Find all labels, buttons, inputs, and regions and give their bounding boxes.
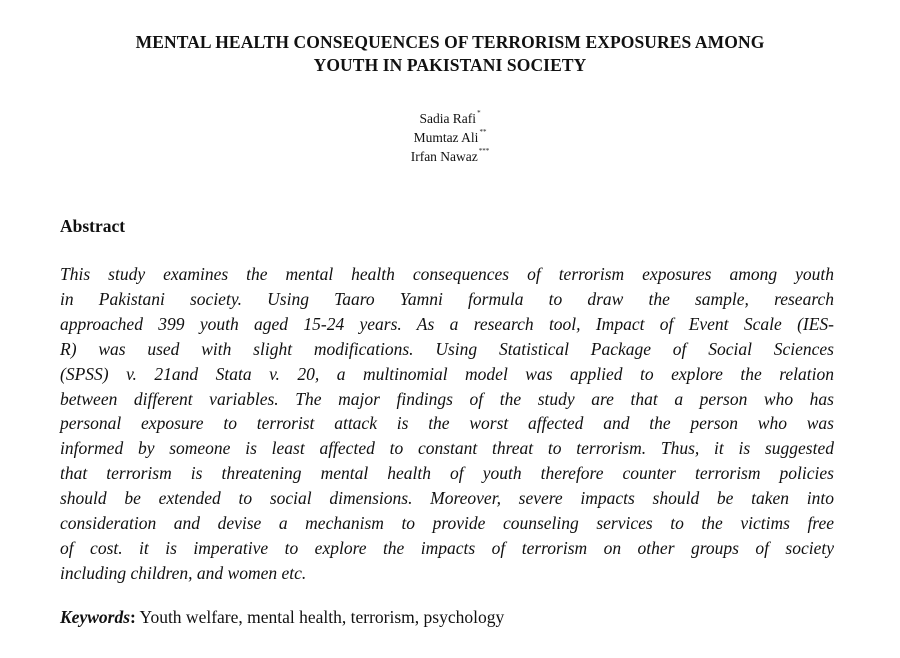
- author-3-name: Irfan Nawaz: [410, 149, 478, 164]
- paper-title: [40, 31, 860, 77]
- abstract-line: between different variables. The major findings of the study are that a person who has: [60, 388, 834, 409]
- author-1-name: Sadia Rafi: [419, 111, 477, 126]
- abstract-line: including children, and women etc.: [60, 562, 307, 583]
- abstract-line: should be extended to social dimensions. Moreover, severe impacts should be taken into: [60, 488, 834, 509]
- abstract-line: informed by someone is least affected to constant threat to terrorism. Thus, it is suggested: [60, 438, 834, 459]
- abstract-line: of cost. it is imperative to explore the impacts of terrorism on other groups of society: [60, 537, 834, 558]
- paper-title-line-2: YOUTH IN PAKISTANI SOCIETY: [313, 55, 587, 75]
- abstract-line: in Pakistani society. Using Taaro Yamni formula to draw the sample, research: [60, 288, 834, 309]
- keywords-label: Keywords: [60, 607, 130, 627]
- keywords-text: Youth welfare, mental health, terrorism, psychology: [135, 607, 505, 627]
- author-1-affiliation-mark: *: [477, 109, 481, 117]
- keywords-separator: :: [130, 607, 136, 627]
- abstract-body: [60, 262, 834, 586]
- paper-title-line-1: MENTAL HEALTH CONSEQUENCES OF TERRORISM EXPOSURES AMONG: [135, 32, 765, 52]
- abstract-line: (SPSS) v. 21and Stata v. 20, a multinomial model was applied to explore the relation: [60, 363, 834, 384]
- author-2-name: Mumtaz Ali: [413, 130, 479, 145]
- abstract-line: R) was used with slight modifications. Using Statistical Package of Social Sciences: [60, 338, 834, 359]
- author-3-affiliation-mark: ***: [478, 147, 490, 155]
- author-list: [300, 109, 600, 166]
- abstract-line: personal exposure to terrorist attack is the worst affected and the person who was: [60, 413, 834, 434]
- keywords: [60, 606, 504, 628]
- abstract-line: consideration and devise a mechanism to provide counseling services to the victims free: [60, 513, 834, 534]
- abstract-line: that terrorism is threatening mental health of youth therefore counter terrorism policies: [60, 463, 834, 484]
- author-1: [300, 109, 600, 128]
- abstract-heading: Abstract: [60, 216, 126, 236]
- author-2-affiliation-mark: **: [479, 128, 487, 136]
- author-2: [300, 128, 600, 147]
- author-3: [300, 147, 600, 166]
- abstract-line: This study examines the mental health consequences of terrorism exposures among youth: [60, 264, 834, 284]
- abstract-line: approached 399 youth aged 15-24 years. As a research tool, Impact of Event Scale (IES-: [60, 313, 834, 334]
